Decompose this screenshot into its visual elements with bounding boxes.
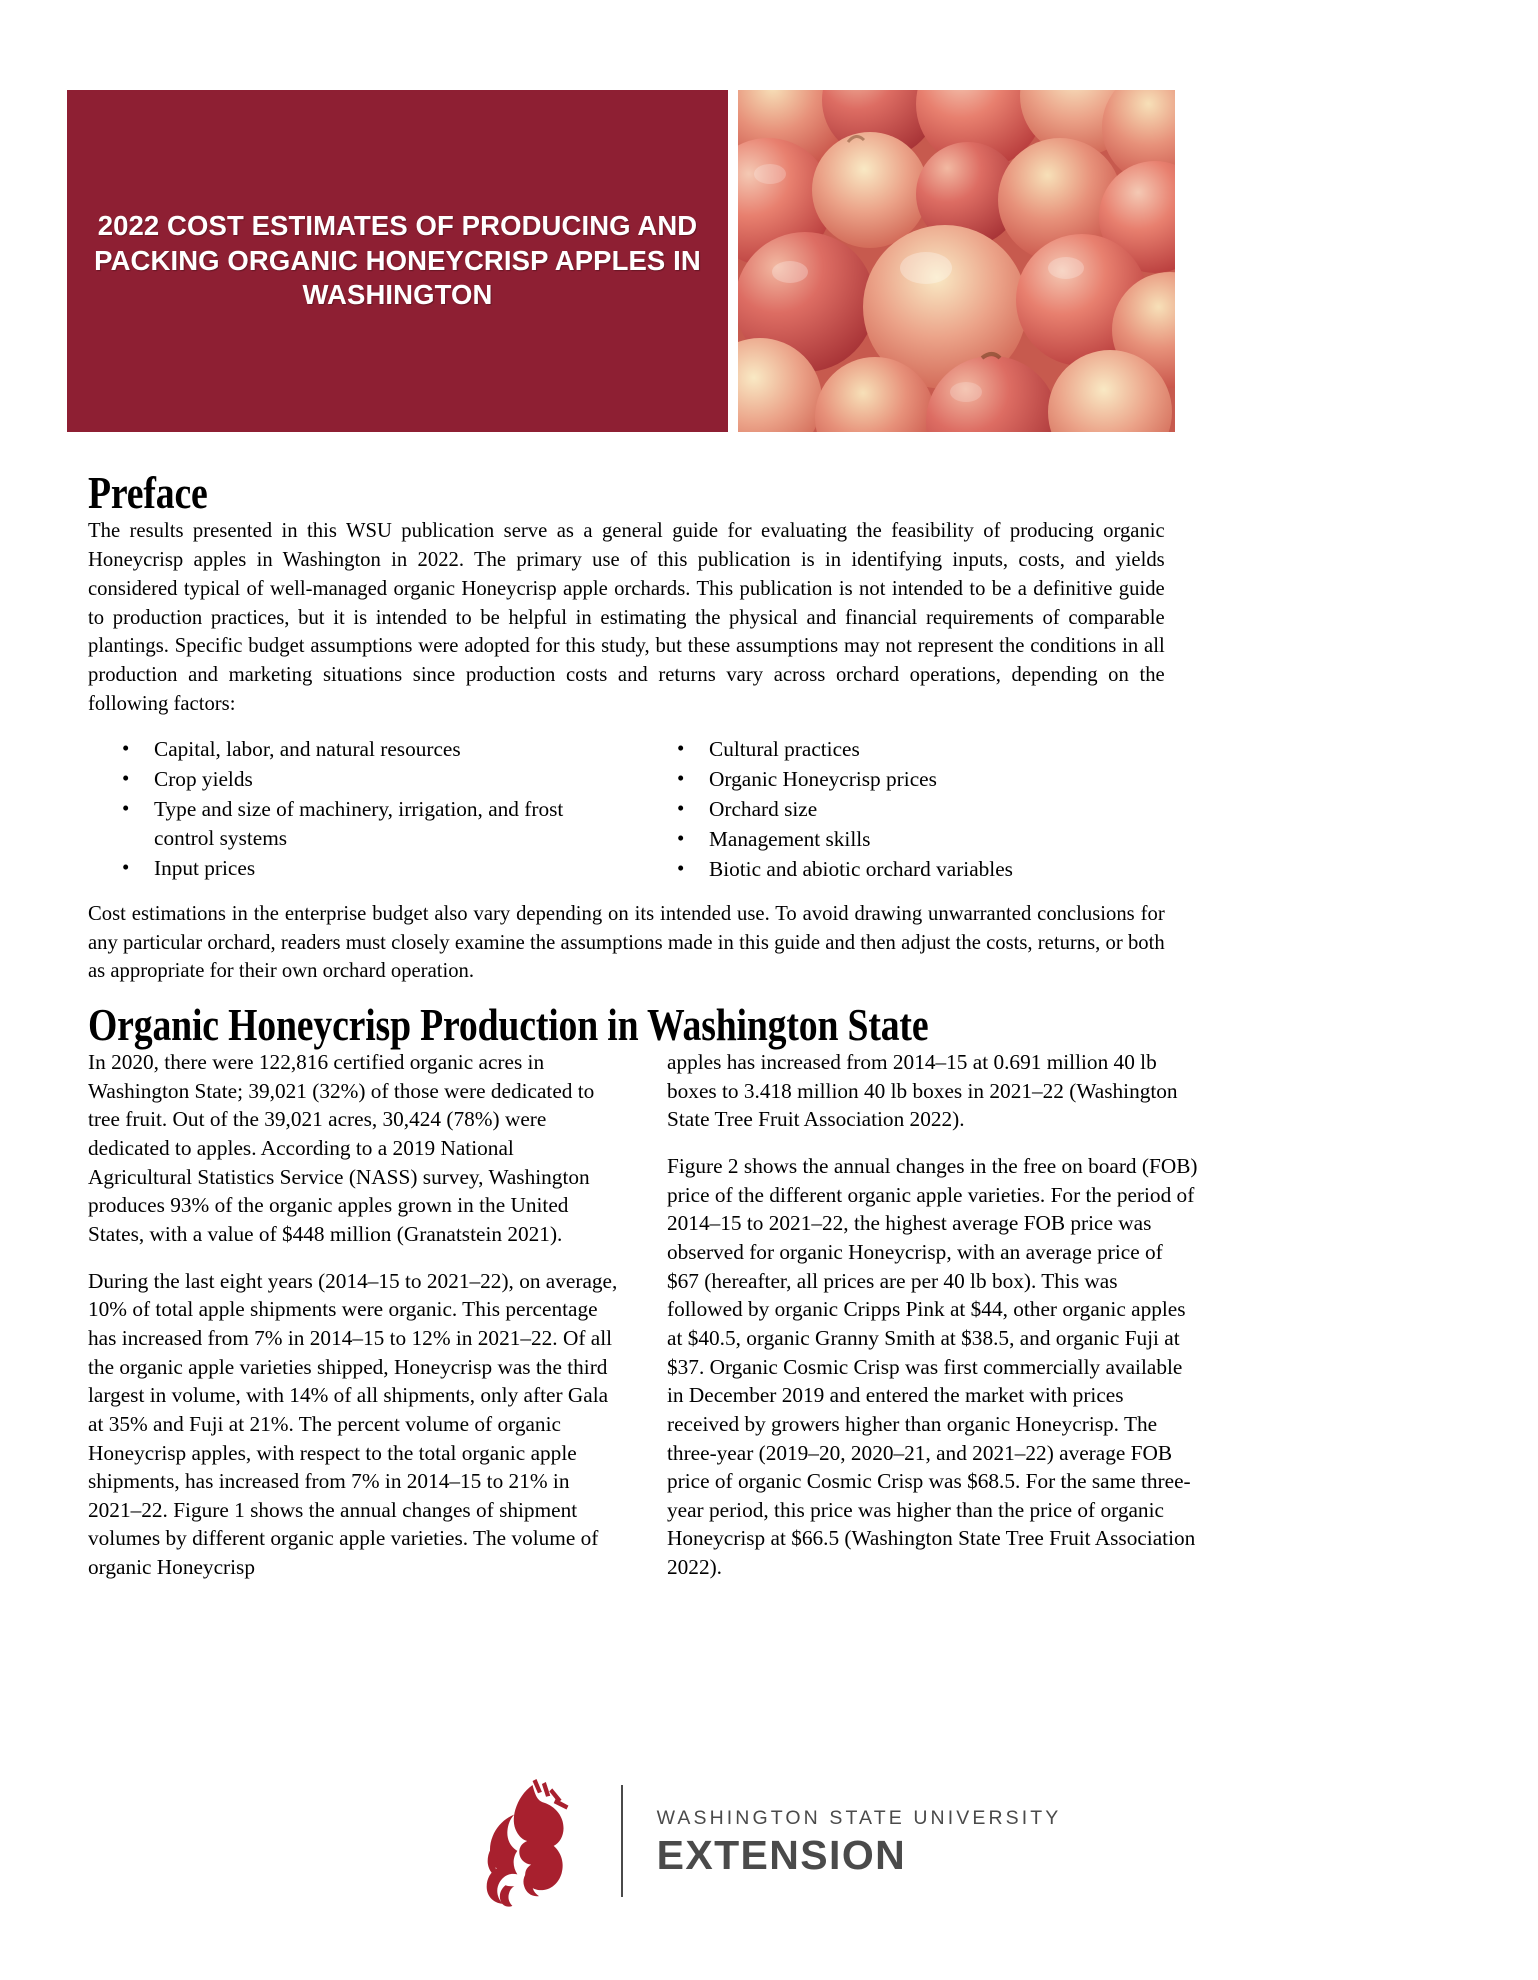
document-header (67, 90, 1175, 432)
preface-heading: Preface (88, 467, 208, 518)
production-paragraph: apples has increased from 2014–15 at 0.691 million 40 lb boxes to 3.418 million 40 lb boxes in 2021–22 (Washington State Tree Fruit Association 2022). (667, 1050, 1178, 1132)
list-item: • Cultural practices (643, 735, 1163, 764)
header-gap (728, 90, 738, 432)
list-item: • Organic Honeycrisp prices (643, 765, 1163, 794)
production-paragraph: In 2020, there were 122,816 certified organic acres in Washington State; 39,021 (32%) of those were dedicated to tree fruit. Out of the 39,021 acres, 30,424 (78%) were dedicated to apples. According to a 2019 National Agricultural Statistics Service (NASS) survey, Washington produces 93% of the organic apples grown in the United States, with a value of $448 million (Granatstein 2021). (88, 1050, 595, 1247)
factors-list-left (88, 735, 643, 885)
logo-divider (621, 1785, 623, 1897)
factors-bullet-lists (88, 735, 1198, 885)
title-banner (67, 90, 728, 432)
document-body (88, 467, 1458, 1600)
list-item: • Input prices (88, 854, 608, 883)
production-column-right (667, 1048, 1198, 1600)
list-item: • Type and size of machinery, irrigation, and frost control systems (88, 795, 608, 853)
logo-wordmark (657, 1807, 1062, 1876)
wsu-extension-logo (0, 1775, 1538, 1907)
factors-list-right (643, 735, 1198, 885)
logo-unit-name: EXTENSION (656, 1831, 907, 1878)
page-title: 2022 COST ESTIMATES OF PRODUCING AND PACKING ORGANIC HONEYCRISP APPLES IN WASHINGTON (94, 210, 701, 311)
preface-paragraph-2: Cost estimations in the enterprise budget also vary depending on its intended use. To avoid drawing unwarranted conclusions for any particular orchard, readers must closely examine the assumptions made in this guide and then adjust the costs, returns, or both as appropriate for their own orchard operation. (88, 900, 1165, 983)
production-paragraph: Figure 2 shows the annual changes in the free on board (FOB) price of the different organic apple varieties. For the period of 2014–15 to 2021–22, the highest average FOB price was observed for organic Honeycrisp, with an average price of $67 (hereafter, all prices are per 40 lb box). This was followed by organic Cripps Pink at $44, other organic apples at $40.5, organic Granny Smith at $38.5, and organic Fuji at $37. Organic Cosmic Crisp was first commercially available in December 2019 and entered the market with prices received by growers higher than organic Honeycrisp. The three-year (2019–20, 2020–21, and 2021–22) average FOB price of organic Cosmic Crisp was $68.5. For the same three-year period, this price was higher than the price of organic Honeycrisp at $66.5 (Washington State Tree Fruit Association 2022). (667, 1154, 1198, 1580)
list-item: • Orchard size (643, 795, 1163, 824)
list-item: • Capital, labor, and natural resources (88, 735, 608, 764)
list-item: • Biotic and abiotic orchard variables (643, 855, 1163, 884)
production-paragraph: During the last eight years (2014–15 to 2021–22), on average, 10% of total apple shipments were organic. This percentage has increased from 7% in 2014–15 to 12% in 2021–22. Of all the organic apple varieties shipped, Honeycrisp was the third largest in volume, with 14% of all shipments, only after Gala at 35% and Fuji at 21%. The percent volume of organic Honeycrisp apples, with respect to the total organic apple shipments, has increased from 7% in 2014–15 to 21% in 2021–22. Figure 1 shows the annual changes of shipment volumes by different organic apple varieties. The volume of organic Honeycrisp (88, 1268, 618, 1580)
apples-illustration (738, 90, 1175, 432)
list-item: • Crop yields (88, 765, 608, 794)
logo-university-name: WASHINGTON STATE UNIVERSITY (656, 1806, 1062, 1829)
production-columns (88, 1048, 1198, 1600)
list-item: • Management skills (643, 825, 1163, 854)
production-column-left (88, 1048, 619, 1600)
preface-paragraph-1: The results presented in this WSU publication serve as a general guide for evaluating the feasibility of producing organic Honeycrisp apples in Washington in 2022. The primary use of this publication is in identifying inputs, costs, and yields considered typical of well-managed organic Honeycrisp apple orchards. This publication is not intended to be a definitive guide to production practices, but it is intended to be helpful in estimating the physical and financial requirements of comparable plantings. Specific budget assumptions were adopted for this study, but these assumptions may not represent the conditions in all production and marketing situations since production costs and returns vary across orchard operations, depending on the following factors: (88, 518, 1165, 716)
wsu-cougar-head-icon (477, 1775, 595, 1907)
production-section-heading: Organic Honeycrisp Production in Washington State (88, 999, 929, 1051)
honeycrisp-apples-photo (738, 90, 1175, 432)
